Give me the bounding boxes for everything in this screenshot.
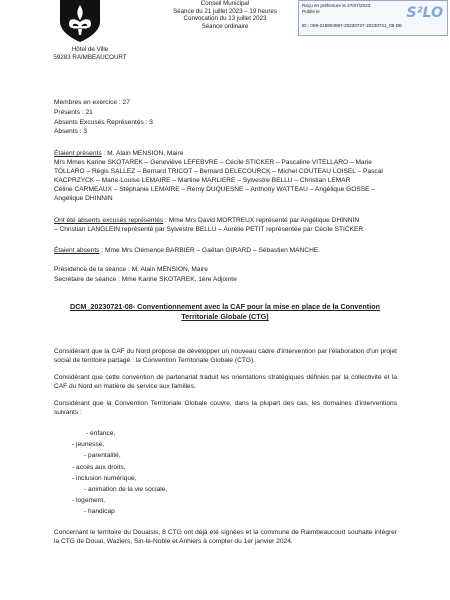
- list-item: - accès aux droits,: [72, 464, 126, 471]
- stamp-published: Publié le: [302, 9, 320, 14]
- presidence-line: Présidence de la séance : M. Alain MENSION, Maire: [54, 266, 208, 273]
- representes-label: Ont été absents excusés représentés: [54, 217, 164, 224]
- paragraph-3: Considérant que la Convention Territoriale Globale couvre, dans la plupart des cas, les domaines d'interventions suivants :: [54, 400, 397, 416]
- seance-date: Séance du 21 juillet 2023 – 19 heures: [173, 7, 277, 15]
- prefecture-stamp: [298, 0, 448, 36]
- deliberation-title-line2: Territoriale Globale (CTG): [181, 312, 269, 321]
- count-membres: Membres en exercice : 27: [54, 99, 130, 106]
- absents-names: : Mme Mrs Clémence BARBIER – Gaëtan GIRARD – Sébastien MANCHE.: [99, 247, 321, 254]
- list-item: - enfance,: [86, 430, 116, 437]
- count-absents-excuses: Absents Excusés Représentés : 3: [54, 119, 153, 126]
- slo-logo: S²LO: [406, 5, 443, 21]
- convocation-date: Convocation du 13 juillet 2023: [183, 15, 267, 23]
- paragraph-4: Concernant le territoire du Douaisis, 8 CTG ont déjà été signées et la commune de Raimbeaucourt souhaite intégrer la CTG de Douai, Waziers, Sin-le-Noble et Anhiers à compter du 1er janvier 2024.: [54, 529, 397, 545]
- count-presents: Présents : 21: [54, 109, 93, 116]
- absents-line: [54, 247, 320, 256]
- list-item: - jeunesse,: [72, 441, 105, 448]
- fleur-de-lis-logo: [57, 0, 103, 42]
- presences-mayor: : M. Alain MENSION, Maire: [101, 150, 184, 157]
- count-absents: Absents : 3: [54, 128, 87, 135]
- list-item: - parentalité,: [84, 452, 121, 459]
- presences-line2: Mrs Mmes Karine SKOTAREK – Geneviève LEFEBVRE – Cécile STICKER – Pascaline VITELLARO – Marie: [54, 159, 372, 166]
- town-label: Hôtel de Ville: [71, 46, 109, 53]
- town-address: 59283 RAIMBEAUCOURT: [53, 54, 127, 61]
- seance-title: Conseil Municipal: [200, 0, 250, 7]
- representes-line2: – Christian LANGLEIN représenté par Sylvestre BELLU – Aurélie PETIT représentée par Cécile STICKER: [54, 226, 364, 233]
- seance-block: [160, 0, 290, 30]
- list-item: - handicap: [84, 508, 115, 515]
- presences-line5: Céline CARMEAUX – Stéphanie LEMAIRE – Rémy DUQUESNE – Anthony WATTEAU – Angélique GOSSE –: [54, 186, 376, 193]
- presences-line1: [54, 150, 183, 159]
- list-item: - logement,: [72, 497, 105, 504]
- absents-label: Étaient absents: [54, 247, 100, 254]
- paragraph-1: Considérant que la CAF du Nord propose de développer un nouveau cadre d'intervention par l'élaboration d'un projet social de territoire partagé : la Convention Territoriale Globale (CTG).: [54, 348, 397, 364]
- paragraph-2: Considérant que cette convention de partenariat traduit les orientations stratégiques définies par la collectivité et la CAF du Nord en matière de service aux familles.: [54, 374, 397, 390]
- list-item: - animation de la vie sociale,: [84, 486, 168, 493]
- representes-line1: [54, 217, 359, 226]
- stamp-id: ID : 059-215904897-20230727-20230721_08-DE: [302, 23, 403, 28]
- list-item: - inclusion numérique,: [72, 475, 137, 482]
- deliberation-title: [40, 302, 410, 322]
- presences-line6: Angélique DHINNIN: [54, 195, 113, 202]
- secretaire-line: Secrétaire de séance : Mme Karine SKOTAREK, 1ère Adjointe: [54, 276, 237, 283]
- presences-line4: KACPRZYCK – Marie-Louise LEMAIRE – Martine MARLIERE – Sylvestre BELLU – Christian LEMAR: [54, 177, 351, 184]
- presences-line3: TOLLARO – Régis SALLEZ – Bernard TRICOT – Bernard DELECOURCK – Michel COUTEAU LOISEL – Pascal: [54, 168, 383, 175]
- seance-type: Séance ordinaire: [201, 22, 249, 30]
- deliberation-title-line1: DCM_20230721-08- Conventionnement avec la CAF pour la mise en place de la Convention: [70, 302, 380, 311]
- representes-names: : Mme Mrs David MORTREUX représenté par Angélique DHINNIN: [163, 217, 360, 224]
- town-block: [40, 46, 140, 62]
- presences-label: Étaient présents: [54, 150, 102, 157]
- stamp-received: Reçu en préfecture le 27/07/2023: [302, 3, 371, 8]
